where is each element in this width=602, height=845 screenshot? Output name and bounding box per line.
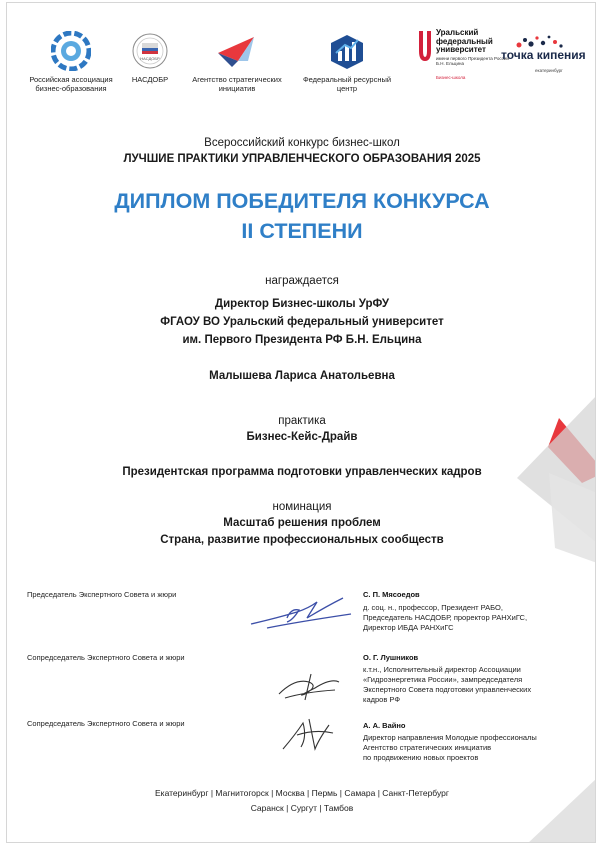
logo-frc [297, 31, 397, 93]
diploma-title-line2: II СТЕПЕНИ [241, 219, 363, 243]
tochka-title: точка кипения [501, 48, 586, 62]
rabo-logo-icon [51, 31, 91, 71]
signature-name-3: А. А. Вайно [363, 721, 406, 730]
logo-caption: Агентство стратегических инициатив [192, 75, 282, 93]
practice-program: Президентская программа подготовки управленческих кадров [122, 466, 482, 478]
urfu-logo-icon [417, 29, 433, 63]
practice-name: Бизнес-Кейс-Драйв [246, 431, 358, 443]
nasdobr-logo-icon [130, 31, 170, 71]
contest-subtitle: Всероссийский конкурс бизнес-школ [204, 137, 400, 149]
signature-1-image [247, 588, 357, 638]
signature-desc-line: по продвижению новых проектов [363, 753, 479, 762]
nomination-line2: Страна, развитие профессиональных сообществ [160, 534, 444, 546]
logo-nasdobr [125, 31, 175, 84]
awarded-label: награждается [265, 275, 339, 287]
footer-cities-line2: Саранск | Сургут | Тамбов [250, 803, 354, 813]
signature-desc-1 [363, 603, 588, 633]
signature-desc-line: Директор направления Молодые профессионалы [363, 733, 537, 742]
signature-desc-line: д. соц. н., профессор, Президент РАБО, [363, 603, 503, 612]
diploma-title-line1: ДИПЛОМ ПОБЕДИТЕЛЯ КОНКУРСА [114, 189, 490, 213]
contest-name: ЛУЧШИЕ ПРАКТИКИ УПРАВЛЕНЧЕСКОГО ОБРАЗОВАНИЯ 2025 [123, 153, 481, 165]
signature-desc-3 [363, 733, 588, 763]
signature-name-1: С. П. Мясоедов [363, 590, 420, 599]
signature-desc-2 [363, 665, 588, 705]
signature-desc-line: к.т.н., Исполнительный директор Ассоциации [363, 665, 521, 674]
signature-role-2: Сопредседатель Экспертного Совета и жюри [27, 653, 185, 662]
signature-3-image [279, 715, 339, 753]
logo-caption: Федеральный ресурсный центр [302, 75, 392, 93]
logo-caption: Российская ассоциация бизнес-образования [29, 75, 113, 93]
signature-desc-line: Директор ИБДА РАНХиГС [363, 623, 454, 632]
signature-desc-line: Экспертного Совета подготовки управленческих [363, 685, 532, 694]
awardee-position: Директор Бизнес-школы УрФУ [214, 298, 390, 310]
frc-logo-icon [327, 31, 367, 71]
logo-rabo [21, 31, 121, 93]
nomination-label: номинация [272, 501, 332, 513]
signature-desc-line: Агентство стратегических инициатив [363, 743, 492, 752]
signature-name-2: О. Г. Лушников [363, 653, 419, 662]
urfu-subtitle: имени первого Президента России Б.Н. Ельцина [436, 56, 509, 66]
logo-caption: НАСДОБР [131, 75, 169, 84]
signature-desc-line: «Гидроэнергетика России», зампредседателя [363, 675, 523, 684]
footer-cities-line1: Екатеринбург | Магнитогорск | Москва | Пермь | Самара | Санкт-Петербург [155, 788, 449, 798]
signature-desc-line: кадров РФ [363, 695, 401, 704]
practice-label: практика [278, 415, 326, 427]
nomination-line1: Масштаб решения проблем [223, 517, 381, 529]
awardee-organization-name: им. Первого Президента РФ Б.Н. Ельцина [182, 334, 422, 346]
signature-2-image [275, 668, 345, 704]
signature-role-1: Председатель Экспертного Совета и жюри [27, 590, 177, 599]
signature-role-3: Сопредседатель Экспертного Совета и жюри [27, 719, 185, 728]
awardee-person: Малышева Лариса Анатольевна [209, 370, 395, 382]
logo-asi [187, 31, 287, 93]
urfu-tagline: Бизнес-школа [436, 75, 466, 80]
signature-desc-line: Председатель НАСДОБР, проректор РАНХиГС, [363, 613, 528, 622]
diploma-title [7, 186, 596, 246]
tochka-city: екатеринбург [535, 68, 563, 73]
awardee-organization: ФГАОУ ВО Уральский федеральный университет [160, 316, 444, 328]
asi-logo-icon [212, 31, 262, 71]
partner-logos [7, 13, 595, 108]
diploma-page [6, 2, 596, 843]
nasdobr-logo-text: НАСДОБР [140, 56, 160, 61]
urfu-title: Уральский федеральный университет [436, 28, 493, 54]
